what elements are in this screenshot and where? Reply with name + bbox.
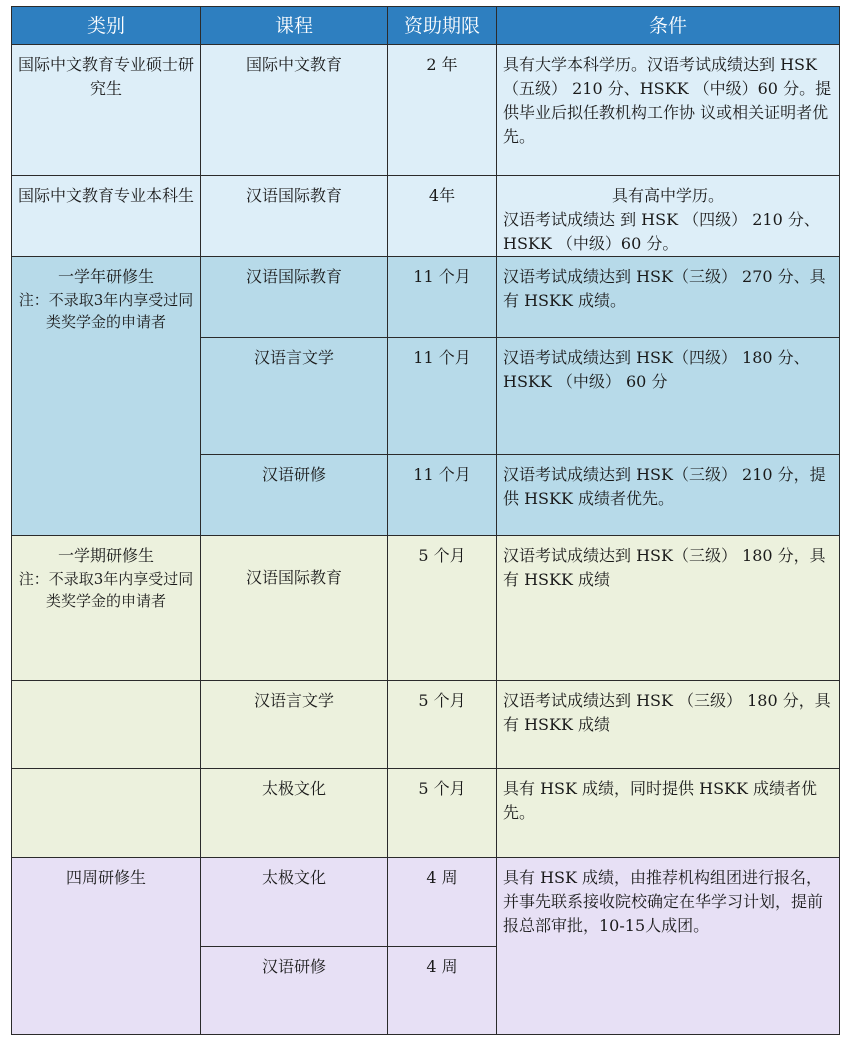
table-row [12,45,840,176]
course-cell: 太极文化 [201,769,388,858]
condition-cell: 汉语考试成绩达到 HSK （三级） 180 分，具有 HSKK 成绩 [497,681,840,769]
course-cell: 汉语国际教育 [201,536,388,681]
category-cell: 四周研修生 [12,858,201,1035]
category-cell [12,257,201,536]
condition-cell: 具有大学本科学历。汉语考试成绩达到 HSK （五级） 210 分、HSKK （中级）60 分。提供毕业后拟任教机构工作协 议或相关证明者优先。 [497,45,840,176]
table-row [12,176,840,257]
category-cell [12,769,201,858]
header-condition: 条件 [497,7,840,45]
condition-cell [497,176,840,257]
header-category: 类别 [12,7,201,45]
category-title: 一学年研修生 [57,267,154,286]
duration-cell: 5 个月 [388,769,497,858]
course-cell: 太极文化 [201,858,388,947]
scholarship-table [11,6,840,1035]
duration-cell: 4 周 [388,858,497,947]
category-cell: 国际中文教育专业本科生 [12,176,201,257]
course-cell: 国际中文教育 [201,45,388,176]
course-cell: 汉语国际教育 [201,176,388,257]
duration-cell: 2 年 [388,45,497,176]
category-cell [12,536,201,681]
duration-cell: 11 个月 [388,257,497,338]
course-cell: 汉语言文学 [201,681,388,769]
table-row [12,536,840,681]
course-cell: 汉语研修 [201,947,388,1035]
condition-cell: 汉语考试成绩达到 HSK（四级） 180 分、HSKK （中级） 60 分 [497,338,840,455]
course-cell: 汉语言文学 [201,338,388,455]
condition-line: 汉语考试成绩达 到 HSK （四级） 210 分、HSKK （中级）60 分。 [503,210,820,253]
header-duration: 资助期限 [388,7,497,45]
category-cell: 国际中文教育专业硕士研究生 [12,45,201,176]
duration-cell: 5 个月 [388,536,497,681]
course-cell: 汉语研修 [201,455,388,536]
condition-cell: 汉语考试成绩达到 HSK（三级） 210 分，提供 HSKK 成绩者优先。 [497,455,840,536]
condition-cell: 具有 HSK 成绩，同时提供 HSKK 成绩者优先。 [497,769,840,858]
table-row [12,769,840,858]
table-row [12,257,840,338]
table-row [12,681,840,769]
duration-cell: 4 周 [388,947,497,1035]
condition-cell: 汉语考试成绩达到 HSK（三级） 270 分、具有 HSKK 成绩。 [497,257,840,338]
table-row [12,858,840,947]
category-title: 一学期研修生 [57,546,154,565]
condition-cell: 具有 HSK 成绩，由推荐机构组团进行报名，并事先联系接收院校确定在华学习计划，提前报总部审批，10-15人成团。 [497,858,840,1035]
header-course: 课程 [201,7,388,45]
duration-cell: 4年 [388,176,497,257]
condition-line: 具有高中学历。 [611,186,724,205]
category-cell [12,681,201,769]
duration-cell: 5 个月 [388,681,497,769]
condition-cell: 汉语考试成绩达到 HSK（三级） 180 分，具有 HSKK 成绩 [497,536,840,681]
course-cell: 汉语国际教育 [201,257,388,338]
header-row [12,7,840,45]
duration-cell: 11 个月 [388,455,497,536]
category-note: 注：不录取3年内享受过同类奖学金的申请者 [18,291,194,331]
category-note: 注：不录取3年内享受过同类奖学金的申请者 [18,570,194,610]
duration-cell: 11 个月 [388,338,497,455]
